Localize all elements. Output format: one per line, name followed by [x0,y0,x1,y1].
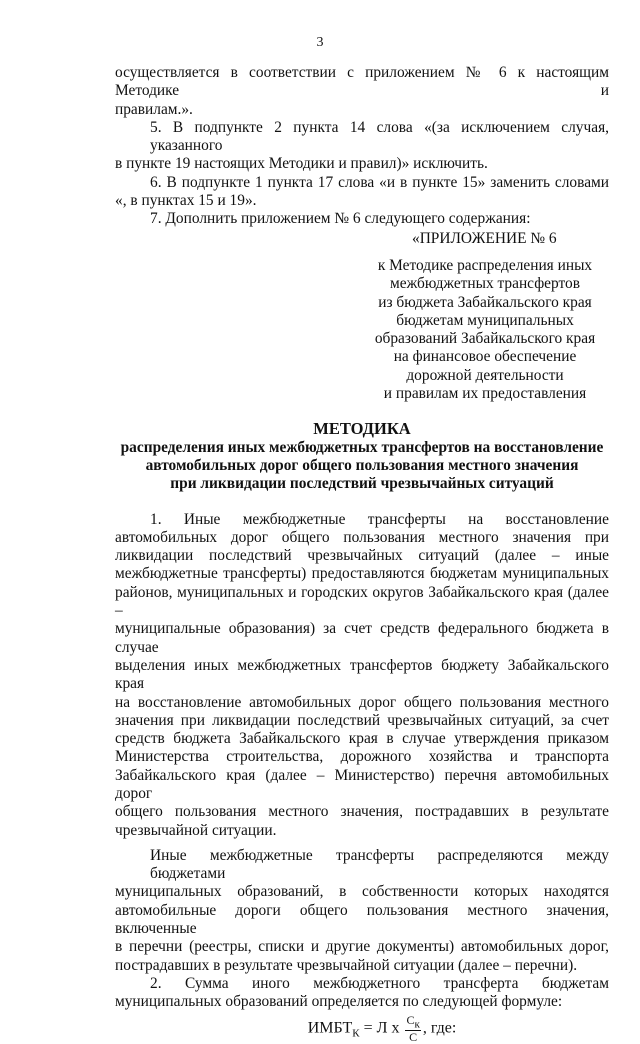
paragraph-line: районов, муниципальных и городских округов Забайкальского края (далее – [115,583,609,620]
intro-line: осуществляется в соответствии с приложением № 6 к настоящим Методике и [115,64,609,100]
intro-line: в пункте 19 настоящих Методики и правил)» исключить. [115,155,488,173]
intro-line: 7. Дополнить приложением № 6 следующего содержания: [150,210,531,228]
caption-line: из бюджета Забайкальского края [378,293,592,311]
formula-lhs: ИМБТ [307,1018,353,1036]
formula-fraction [405,1014,420,1043]
subtitle-line: при ликвидации последствий чрезвычайных ситуаций [170,475,554,493]
paragraph-line: чрезвычайной ситуации. [115,821,277,839]
subtitle-line: распределения иных межбюджетных трансфертов на восстановление [120,438,604,456]
paragraph-line: автомобильных дорог общего пользования местного значения при [115,528,609,546]
intro-line: «, в пунктах 15 и 19». [115,192,257,210]
paragraph-line: 1. Иные межбюджетные трансферты на восстановление [150,510,609,528]
paragraph-line: средств бюджета Забайкальского края в случае утверждения приказом [115,730,609,748]
caption-line: к Методике распределения иных [377,256,593,274]
formula-denominator: C [409,1029,418,1044]
page-number: 3 [316,35,324,50]
paragraph-line: межбюджетные трансферты) предоставляются бюджетам муниципальных [115,565,609,583]
caption-line: образований Забайкальского края [374,330,596,348]
caption-line: на финансовое обеспечение [393,348,577,366]
paragraph-line: Забайкальского края (далее – Министерство) перечня автомобильных дорог [115,766,609,802]
formula-lhs-sub: К [352,1027,360,1040]
formula [115,1014,609,1043]
paragraph-line: общего пользования местного значения, пострадавших в результате [115,803,609,821]
document-title: МЕТОДИКА [313,419,411,439]
paragraph-line: значения при ликвидации последствий чрезвычайных ситуаций, за счет [115,711,609,729]
paragraph-1 [115,511,609,840]
appendix-title: «ПРИЛОЖЕНИЕ № 6 [412,229,557,247]
paragraph-3 [115,975,609,1012]
formula-tail: , где: [422,1018,457,1036]
caption-line: межбюджетных трансфертов [390,275,580,293]
paragraph-line: муниципальные образования) за счет средств федерального бюджета в случае [115,620,609,656]
caption-line: дорожной деятельности [406,366,564,384]
intro-line: 5. В подпункте 2 пункта 14 слова «(за исключением случая, указанного [150,118,609,155]
appendix-caption [355,257,615,403]
paragraph-line: Иные межбюджетные трансферты распределяются между бюджетами [150,846,609,883]
paragraph-line: в перечни (реестры, списки и другие документы) автомобильных дорог, [115,938,609,956]
paragraph-line: на восстановление автомобильных дорог общего пользования местного [115,693,609,711]
intro-line: 6. В подпункте 1 пункта 17 слова «и в пункте 15» заменить словами [150,173,609,191]
paragraph-2 [115,847,609,975]
formula-numerator: $C_к$ [406,1012,420,1030]
paragraph-line: 2. Сумма иного межбюджетного трансферта бюджетам [150,974,609,992]
paragraph-line: автомобильные дороги общего пользования местного значения, включенные [115,901,609,938]
subtitle-line: автомобильных дорог общего пользования местного значения [145,456,579,474]
paragraph-line: выделения иных межбюджетных трансфертов бюджету Забайкальского края [115,656,609,693]
paragraph-line: пострадавших в результате чрезвычайной ситуации (далее – перечни). [115,956,578,974]
paragraph-line: муниципальных образований, в собственности которых находятся [115,883,609,901]
caption-line: и правилам их предоставления [383,385,587,403]
formula-eq: = Л х [363,1018,400,1036]
caption-line: бюджетам муниципальных [396,311,574,329]
document-title-block [115,420,609,493]
intro-block [115,64,609,229]
paragraph-line: Министерства строительства, дорожного хозяйства и транспорта [115,748,609,766]
document-body [115,64,609,1043]
intro-line: правилам.». [115,100,193,118]
paragraph-line: муниципальных образований определяется по следующей формуле: [115,993,563,1011]
paragraph-line: ликвидации последствий чрезвычайных ситуаций (далее – иные [115,547,609,565]
